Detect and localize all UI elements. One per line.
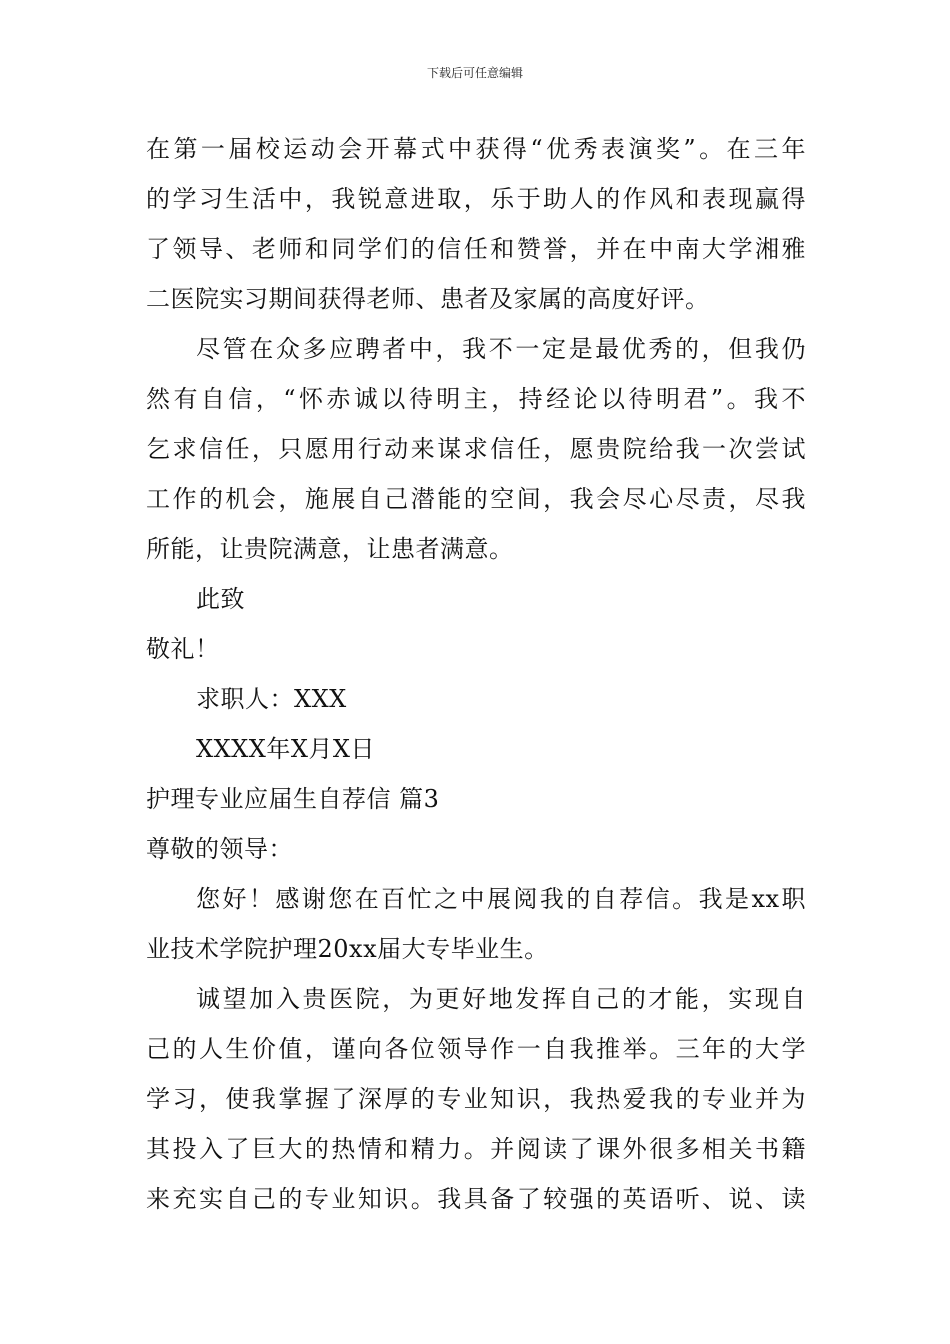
closing-salutation: 此致 [196,585,245,613]
greeting: 尊敬的领导： [146,835,293,863]
signature-line: 求职人：XXX [196,685,347,713]
text-line: 学习，使我掌握了深厚的专业知识，我热爱我的专业并为 [146,1085,806,1113]
text-line: 的学习生活中，我锐意进取，乐于助人的作风和表现赢得 [146,185,806,213]
text-line: 二医院实习期间获得老师、患者及家属的高度好评。 [146,285,710,313]
section-title: 护理专业应届生自荐信 篇3 [146,785,440,813]
paragraph-first-line: 您好！感谢您在百忙之中展阅我的自荐信。我是xx职 [196,885,806,913]
closing-regards: 敬礼！ [146,635,220,663]
text-line: 乞求信任，只愿用行动来谋求信任，愿贵院给我一次尝试 [146,435,806,463]
text-line: 来充实自己的专业知识。我具备了较强的英语听、说、读 [146,1185,806,1213]
text-line: 在第一届校运动会开幕式中获得“优秀表演奖”。在三年 [146,135,806,163]
text-line: 了领导、老师和同学们的信任和赞誉，并在中南大学湘雅 [146,235,806,263]
text-line: 所能，让贵院满意，让患者满意。 [146,535,514,563]
paragraph-first-line: 尽管在众多应聘者中，我不一定是最优秀的，但我仍 [196,335,806,363]
paragraph-first-line: 诚望加入贵医院，为更好地发挥自己的才能，实现自 [196,985,806,1013]
date-line: XXXX年X月X日 [196,735,376,763]
text-line: 己的人生价值，谨向各位领导作一自我推举。三年的大学 [146,1035,806,1063]
text-line: 业技术学院护理20xx届大专毕业生。 [146,935,549,963]
page-header-note: 下载后可任意编辑 [426,66,523,80]
text-line: 工作的机会，施展自己潜能的空间，我会尽心尽责，尽我 [146,485,806,513]
text-line: 其投入了巨大的热情和精力。并阅读了课外很多相关书籍 [146,1135,806,1163]
text-line: 然有自信，“怀赤诚以待明主，持经论以待明君”。我不 [146,385,806,413]
